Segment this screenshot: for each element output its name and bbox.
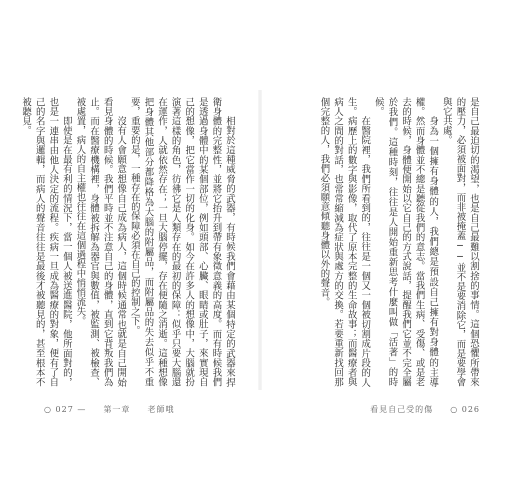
chapter-title: 老師哦 (147, 405, 175, 414)
right-page-body (284, 97, 480, 387)
running-title: 看見自己受的傷 (370, 405, 434, 414)
right-paragraph-3: 在醫院裡，我們所看到的，往往是一個又一個被切割成片段的人生。病歷上的數字與影像，取代了原本完整的生命故事；而醫療者與病人之間的對話，也常常縮減為症狀與處方的交換。若要重新找回那個完整的人，我們必須願意傾聽身體以外的聲音。 (318, 97, 371, 387)
right-paragraph-2: 身為一個擁有身體的人，我們總是預設自己擁有對身體的主導權。然而身體並不總是聽從我們的意志。當我們生病、受傷、或是老去的時候，身體便開始以它自己的方式說話，提醒我們它並不完全屬於我們。這種時刻，往往是人開始重新思考什麼叫做「活著」的時候。 (372, 97, 439, 387)
right-paragraph-1: 是自己最迫切的渴望，也是自己最難以割捨的事情。這個恐懼所帶來的壓力，必須被面對，而非被掩蓋──並不是要消除它，而是要學會與它共處。 (440, 97, 479, 387)
right-page-footer (370, 404, 480, 415)
left-page-body (20, 97, 236, 387)
chapter-label: 第一章 (103, 405, 131, 414)
left-paragraph-3: 即使是在最有利的情況下，當一個人被送進醫院，他所面對的，也是一連串由他人決定的流程。疾病一旦成為醫療的對象，便有了自己的名字與邏輯，而病人的聲音往往是最後才被聽見的，甚至根本不被聽見。 (20, 97, 72, 387)
right-page-number: ○ 026 (450, 405, 480, 414)
left-page-footer (44, 404, 175, 415)
left-page-number: ○ 027 — (44, 405, 87, 414)
left-paragraph-1: 相對於這種威脅的武器，有時候我們會藉由某個特定的武器來捍衛身體的完整性，並將它抬升到帶有象徵意義的高度。而有時候我們是透過身體中的某個部位，例如頭部、心臟、眼睛或肚子，來實現自己的想像，把它當作一切的化身。如今在許多人的想像中，大腦就扮演著這樣的角色，彷彿它是人類存在的最初的保障：似乎只要大腦還在運作，人就依然存在；一旦大腦停擺，存在便隨之消逝。這種想像把身體其他部分都降格為大腦的附屬品，而附屬品的失去似乎不重要，重要的是，一種存在的保障必須在自己的控制之下。 (128, 97, 235, 387)
left-paragraph-2: 沒有人會願意想像自己成為病人，這個時候通常也就是自己開始看見身體的時候。我們平時並不注意自己的身體，直到它背叛我們為止。而在醫療機構裡，身體被拆解為器官與數值，被監測、被檢查、被處置，病人的自主權也往往在這個過程中悄悄流失。 (74, 97, 127, 387)
